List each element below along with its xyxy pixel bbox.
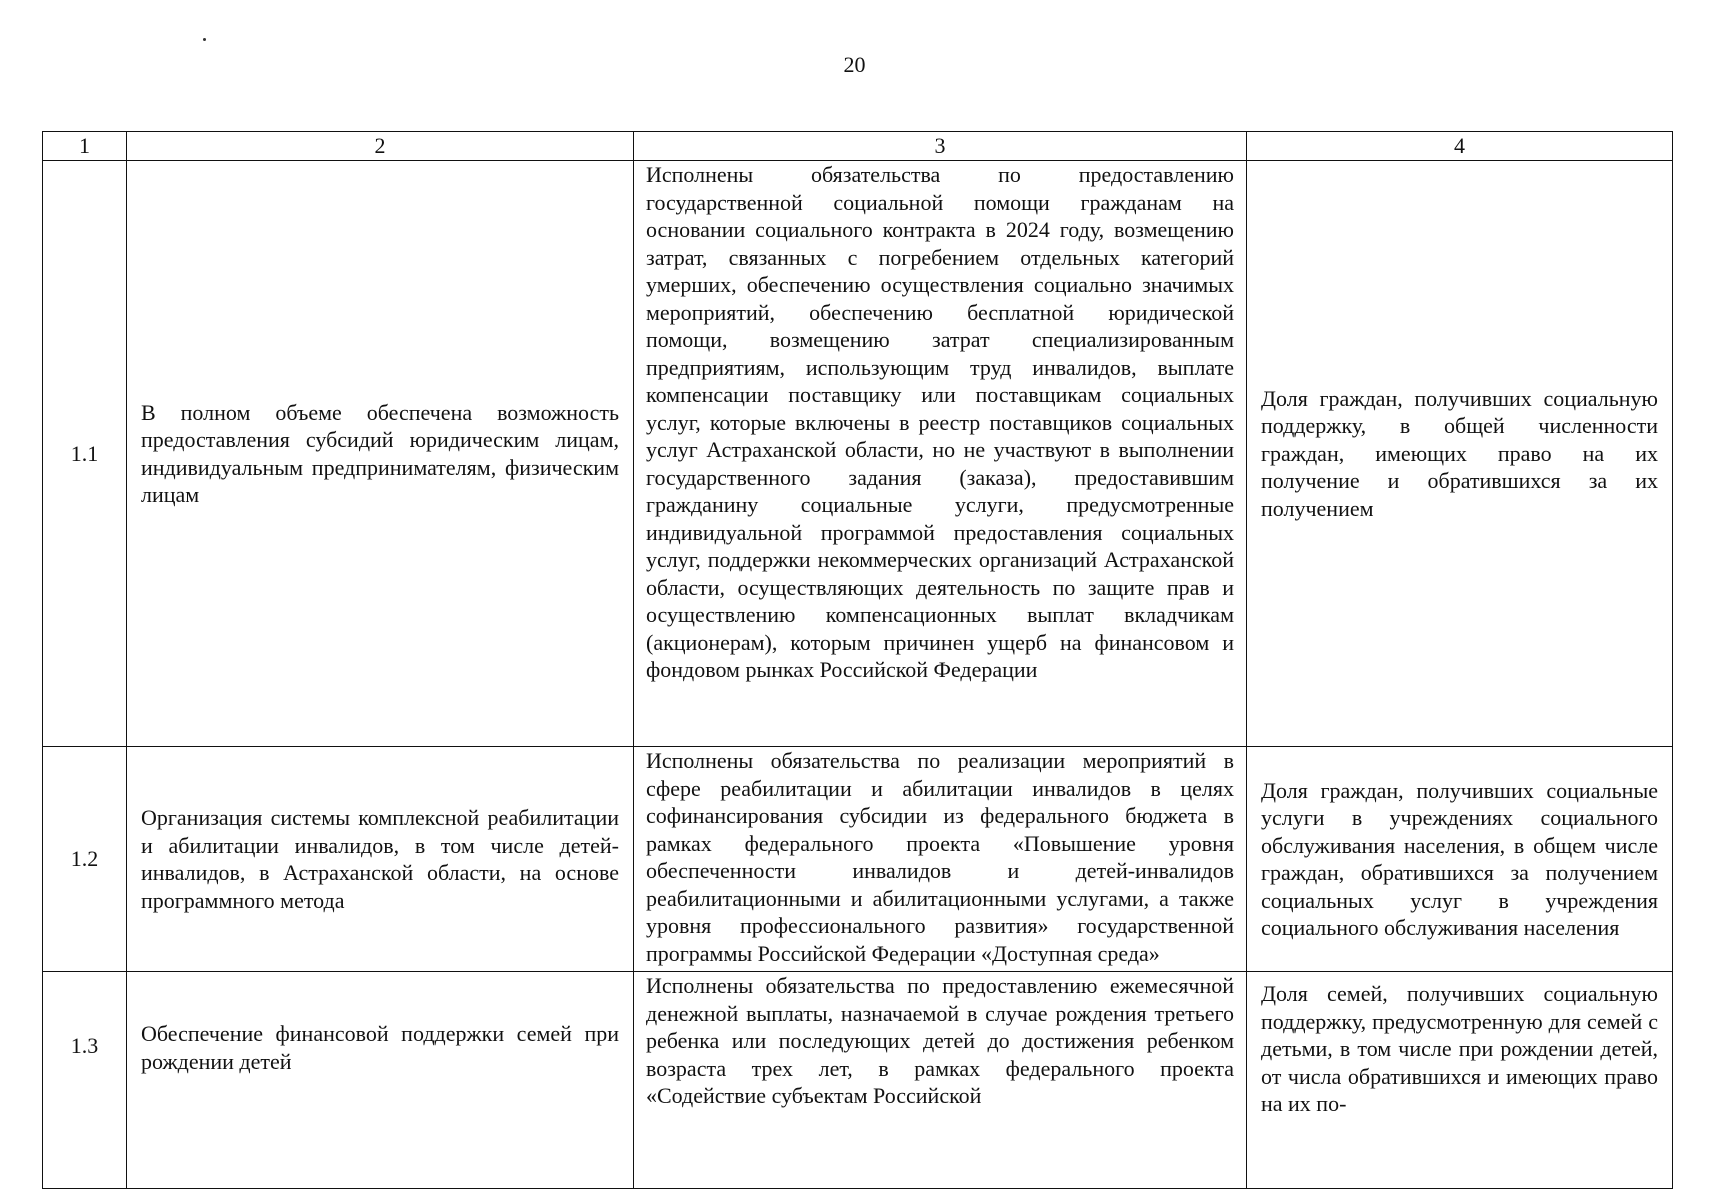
table-row [43, 972, 1673, 1189]
row-result: В полном объеме обеспечена возможность предоставления субсидий юридическим лицам, индивидуальным предпринимателям, физическим лицам [127, 161, 634, 747]
row-result: Обеспечение финансовой поддержки семей при рождении детей [127, 972, 634, 1189]
row-description: Исполнены обязательства по предоставлению государственной социальной помощи гражданам на основании социального контракта в 2024 году, возмещению затрат, связанных с погребением отдельных категорий умерших, обеспечению осуществления социально значимых мероприятий, обеспечению бесплатной юридической помощи, возмещению затрат специализированным предприятиям, использующим труд инвалидов, выплате компенсации поставщику или поставщикам социальных услуг, которые включены в реестр поставщиков социальных услуг Астраханской области, но не участвуют в выполнении государственного задания (заказа), предоставившим гражданину социальные услуги, предусмотренные индивидуальной программой предоставления социальных услуг, поддержки некоммерческих организаций Астраханской области, осуществляющих деятельность по защите прав и осуществлению компенсационных выплат вкладчикам (акционерам), которым причинен ущерб на финансовом и фондовом рынках Российской Федерации [634, 161, 1247, 747]
header-cell-3: 3 [634, 132, 1247, 161]
document-table [42, 131, 1673, 1189]
row-number: 1.1 [43, 161, 127, 747]
page-number: 20 [843, 52, 866, 77]
row-number: 1.3 [43, 972, 127, 1189]
table-row [43, 747, 1673, 972]
row-indicator: Доля граждан, получивших социальную поддержку, в общей численности граждан, имеющих право на их получение и обратившихся за их получением [1247, 161, 1673, 747]
row-number: 1.2 [43, 747, 127, 972]
row-description: Исполнены обязательства по реализации мероприятий в сфере реабилитации и абилитации инвалидов в целях софинансирования субсидии из федерального бюджета в рамках федерального проекта «Повышение уровня обеспеченности инвалидов и детей-инвалидов реабилитационными и абилитационными услугами, а также уровня профессионального развития» государственной программы Российской Федерации «Доступная среда» [634, 747, 1247, 972]
header-cell-2: 2 [127, 132, 634, 161]
header-cell-4: 4 [1247, 132, 1673, 161]
row-indicator: Доля семей, получивших социальную поддержку, предусмотренную для семей с детьми, в том числе при рождении детей, от числа обратившихся и имеющих право на их по- [1247, 972, 1673, 1189]
table-row [43, 161, 1673, 747]
row-result: Организация системы комплексной реабилитации и абилитации инвалидов, в том числе детей-инвалидов, в Астраханской области, на основе программного метода [127, 747, 634, 972]
row-description: Исполнены обязательства по предоставлению ежемесячной денежной выплаты, назначаемой в случае рождения третьего ребенка или последующих детей до достижения ребенком возраста трех лет, в рамках федерального проекта «Содействие субъектам Российской [634, 972, 1247, 1189]
row-indicator: Доля граждан, получивших социальные услуги в учреждениях социального обслуживания населения, в общем числе граждан, обратившихся за получением социальных услуг в учреждения социального обслуживания населения [1247, 747, 1673, 972]
table-header-row [43, 132, 1673, 161]
scan-speck [203, 38, 206, 41]
header-cell-1: 1 [43, 132, 127, 161]
